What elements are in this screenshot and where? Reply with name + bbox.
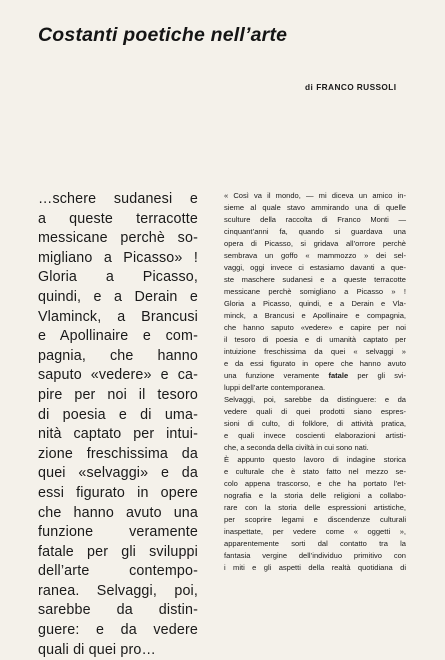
body-text-line: e culturale che è stato fatto nel mezzo se- bbox=[224, 467, 406, 477]
pull-quote-line: guere: e da vedere bbox=[38, 622, 198, 639]
body-text-line: « Così va il mondo, — mi diceva un amico in- bbox=[224, 191, 406, 200]
body-text-line: apparentemente sorti dal contatto tra la bbox=[224, 539, 406, 549]
pull-quote-line: pire per noi il tesoro bbox=[38, 386, 198, 403]
pull-quote-line: nità captato per intui- bbox=[38, 426, 198, 443]
body-text-column bbox=[224, 190, 406, 575]
pull-quote-line: e Apollinaire e com- bbox=[38, 328, 198, 345]
body-text-line: intuizione freschissima da quei « selvaggi » bbox=[224, 347, 406, 357]
pull-quote-line: …schere sudanesi e bbox=[38, 191, 198, 207]
body-text-line: i miti e gli aspetti della realtà quotidiana di bbox=[224, 563, 406, 573]
pull-quote-line: quindi, e a Derain e bbox=[38, 288, 198, 305]
pull-quote-line: Gloria a Picasso, bbox=[38, 269, 198, 286]
article-title: Costanti poetiche nell’arte bbox=[38, 24, 288, 46]
pull-quote-line: Vlaminck, a Brancusi bbox=[38, 308, 198, 325]
byline-prefix: di bbox=[305, 82, 314, 92]
body-text-line: È appunto questo lavoro di indagine storica bbox=[224, 455, 406, 465]
pull-quote-line: che hanno avuto una bbox=[38, 504, 198, 521]
body-text-line: rare con la storia delle espressioni artistiche, bbox=[224, 503, 406, 513]
body-text-line: colo appena trascorso, e che ha portato l’et- bbox=[224, 479, 406, 489]
pull-quote-column bbox=[38, 190, 198, 660]
body-text-line: vedere quali di quei prodotti siano espres- bbox=[224, 407, 406, 417]
body-text-line: sembrava un goffo « mammozzo » dei sel- bbox=[224, 251, 406, 261]
body-text-line: che, a seconda della civiltà in cui sono nati. bbox=[224, 443, 369, 453]
pull-quote-line: a queste terracotte bbox=[38, 210, 198, 227]
body-text-line: minck, a Brancusi e Apollinaire e compagnia, bbox=[224, 311, 406, 321]
pull-quote-line: pagnia, che hanno bbox=[38, 347, 198, 364]
body-text-line: nografia e la storia delle religioni a collabo- bbox=[224, 491, 406, 501]
pull-quote-line: zione freschissima da bbox=[38, 445, 198, 462]
body-text-line: sieme al quale stavo ammirando una di quelle bbox=[224, 203, 406, 213]
pull-quote-line: essi figurato in opere bbox=[38, 484, 198, 501]
pull-quote-line: ranea. Selvaggi, poi, bbox=[38, 582, 198, 599]
pull-quote-line: saputo «vedere» e ca- bbox=[38, 367, 198, 384]
article-byline bbox=[305, 82, 396, 92]
body-text-line: che hanno saputo «vedere» e capire per noi bbox=[224, 323, 406, 333]
body-text-line: opera di Picasso, si gridava all’orrore perchè bbox=[224, 239, 406, 249]
body-text-line: e quali invece coscienti elaborazioni artisti- bbox=[224, 431, 406, 441]
bold-word: fatale bbox=[328, 371, 349, 381]
pull-quote-line: sarebbe da distin- bbox=[38, 602, 198, 619]
body-text-line: per scoprire legami e discendenze culturali bbox=[224, 515, 406, 525]
pull-quote-line: dell’arte contempo- bbox=[38, 563, 198, 580]
pull-quote-line: di poesia e di uma- bbox=[38, 406, 198, 423]
body-text-line: una funzione veramente fatale per gli svi- bbox=[224, 371, 406, 381]
pull-quote-line: messicane perchè so- bbox=[38, 230, 198, 247]
body-text-line: il tesoro di poesia e di umanità captato per bbox=[224, 335, 406, 345]
body-text-line: luppi dell’arte contemporanea. bbox=[224, 383, 326, 393]
body-text-line: inaspettate, per vedere come « oggetti », bbox=[224, 527, 406, 537]
body-text-line: sculture della raccolta di Franco Monti — bbox=[224, 215, 406, 225]
pull-quote-line: funzione veramente bbox=[38, 524, 198, 541]
author-name: FRANCO RUSSOLI bbox=[316, 82, 397, 92]
body-text-line: ste maschere sudanesi e a queste terracotte bbox=[224, 275, 406, 285]
body-text-line: fantasia vergine dell’individuo primitivo con bbox=[224, 551, 406, 561]
body-text-line: Selvaggi, poi, sarebbe da distinguere: e da bbox=[224, 395, 406, 405]
body-text-line: vaggi, oggi invece ci estasiamo davanti a que- bbox=[224, 263, 406, 273]
body-text-line: messicane perchè somigliano a Picasso » ! bbox=[224, 287, 406, 297]
body-text-line: Gloria a Picasso, quindi, e a Derain e Vla- bbox=[224, 299, 406, 309]
pull-quote-line: migliano a Picasso» ! bbox=[38, 249, 198, 266]
pull-quote-line: quei «selvaggi» e da bbox=[38, 465, 198, 482]
body-text-line: e da essi figurato in opere che hanno avuto bbox=[224, 359, 406, 369]
pull-quote-line: fatale per gli sviluppi bbox=[38, 543, 198, 560]
pull-quote-line: quali di quei pro… bbox=[38, 641, 156, 658]
body-text-line: sioni di culto, di folklore, di attività pratica, bbox=[224, 419, 406, 429]
body-text-line: cinquant’anni fa, quando si guardava una bbox=[224, 227, 406, 237]
